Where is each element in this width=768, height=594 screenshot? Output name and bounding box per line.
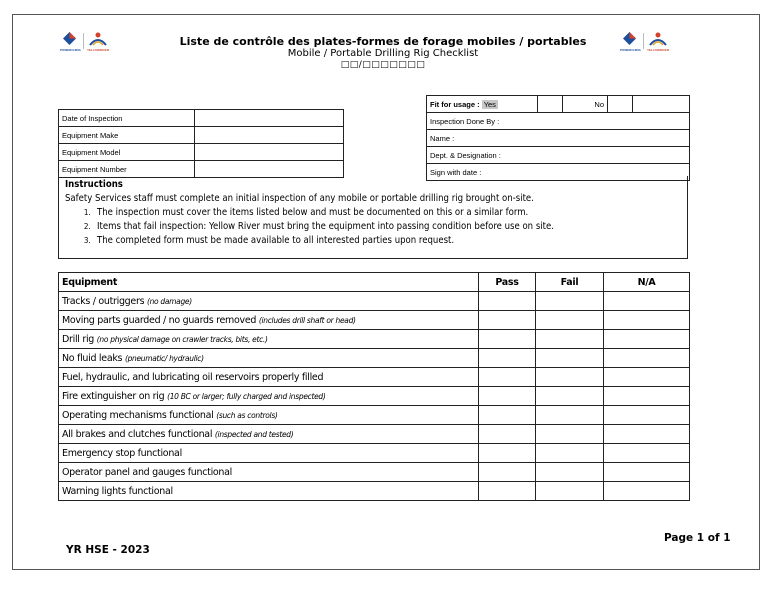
pass-cell[interactable] [479,330,536,349]
table-row [59,406,690,425]
yellowriver-logo-icon [648,32,668,46]
fit-for-usage-row [427,96,690,113]
na-cell[interactable] [604,482,690,501]
info-row [59,144,344,161]
na-cell[interactable] [604,387,690,406]
instructions-box [58,176,688,259]
na-cell[interactable] [604,311,690,330]
signoff-row [427,147,690,164]
blank-cell [633,96,690,113]
pass-cell[interactable] [479,463,536,482]
na-cell[interactable] [604,425,690,444]
table-row [59,482,690,501]
fail-cell[interactable] [536,482,604,501]
dept-designation-field[interactable]: Dept. & Designation : [427,147,690,164]
pass-cell[interactable] [479,387,536,406]
item-label: Operating mechanisms functional [62,409,214,421]
equipment-checklist-table [58,272,690,501]
equipment-info-table [58,109,344,178]
table-row [59,368,690,387]
table-row [59,444,690,463]
pass-cell[interactable] [479,444,536,463]
no-checkbox[interactable] [608,96,633,113]
instructions-intro: Safety Services staff must complete an initial inspection of any mobile or portable drilling rig brought on-site. [65,193,534,204]
item-label: Operator panel and gauges functional [62,466,232,478]
item-label: Emergency stop functional [62,447,182,459]
fit-for-usage-label: Fit for usage : [430,99,480,109]
instruction-item: 2. Items that fail inspection: Yellow River must bring the equipment into passing condition before use on site. [93,220,681,234]
na-cell[interactable] [604,368,690,387]
pass-cell[interactable] [479,311,536,330]
page-number: Page 1 of 1 [664,532,731,544]
inspection-done-by-field[interactable]: Inspection Done By : [427,113,690,130]
instruction-item: 1. The inspection must cover the items listed below and must be documented on this or a similar form. [93,206,681,220]
na-cell[interactable] [604,463,690,482]
inspection-signoff-table [426,95,690,181]
name-field[interactable]: Name : [427,130,690,147]
company-logo-left [60,32,116,54]
na-cell[interactable] [604,444,690,463]
item-label: Tracks / outriggers [62,295,145,307]
table-row [59,330,690,349]
powerchina-logo-icon [623,32,636,45]
item-note: (inspected and tested) [214,429,294,439]
na-cell[interactable] [604,349,690,368]
fit-for-usage-cell [427,96,538,113]
info-label: Equipment Make [59,127,195,144]
instructions-heading: Instructions [65,179,123,190]
item-label: Fuel, hydraulic, and lubricating oil reservoirs properly filled [62,371,324,383]
table-row [59,425,690,444]
item-note: (pneumatic/ hydraulic) [124,353,204,363]
pass-cell[interactable] [479,349,536,368]
equipment-item [59,482,479,501]
brand-name-2: YELLOWRIVER [87,48,110,52]
table-row [59,311,690,330]
pass-cell[interactable] [479,482,536,501]
yes-checkbox[interactable] [538,96,563,113]
fail-cell[interactable] [536,311,604,330]
equipment-item [59,292,479,311]
item-label: Drill rig [62,333,95,345]
na-cell[interactable] [604,330,690,349]
item-label: Moving parts guarded / no guards removed [62,314,257,326]
header-equipment: Equipment [59,273,479,292]
no-label: No [563,96,608,113]
instruction-item: 3. The completed form must be made available to all interested parties upon request. [93,234,681,248]
sign-with-date-field[interactable]: Sign with date : [427,164,690,181]
info-row [59,161,344,178]
yes-label: Yes [483,99,496,109]
info-value-field[interactable] [195,127,344,144]
fail-cell[interactable] [536,463,604,482]
table-row [59,463,690,482]
info-row [59,127,344,144]
item-note: (such as controls) [216,410,278,420]
instructions-list [65,206,681,248]
title-chinese: □□/□□□□□□□ [340,60,426,70]
pass-cell[interactable] [479,292,536,311]
info-label: Equipment Model [59,144,195,161]
na-cell[interactable] [604,292,690,311]
fail-cell[interactable] [536,292,604,311]
info-value-field[interactable] [195,110,344,127]
table-row [59,387,690,406]
info-label: Date of Inspection [59,110,195,127]
item-note: (10 BC or larger; fully charged and inspected) [167,391,326,401]
table-row [59,292,690,311]
fail-cell[interactable] [536,330,604,349]
item-label: Fire extinguisher on rig [62,390,165,402]
info-row [59,110,344,127]
footer-doc-code: YR HSE - 2023 [66,544,150,556]
equipment-item [59,368,479,387]
pass-cell[interactable] [479,406,536,425]
info-value-field[interactable] [195,161,344,178]
header-na: N/A [604,273,690,292]
header-fail: Fail [536,273,604,292]
equipment-item [59,311,479,330]
item-note: (no damage) [146,296,192,306]
brand-name-1: POWERCHINA [620,48,641,52]
item-label: No fluid leaks [62,352,123,364]
pass-cell[interactable] [479,425,536,444]
equipment-item [59,425,479,444]
equipment-item [59,330,479,349]
signoff-row [427,113,690,130]
company-logo-right [620,32,676,54]
item-label: All brakes and clutches functional [62,428,213,440]
fail-cell[interactable] [536,387,604,406]
brand-name-1: POWERCHINA [60,48,81,52]
fail-cell[interactable] [536,444,604,463]
fail-cell[interactable] [536,406,604,425]
item-note: (no physical damage on crawler tracks, bits, etc.) [96,334,268,344]
title-french: Liste de contrôle des plates-formes de forage mobiles / portables [179,35,587,48]
equipment-item [59,444,479,463]
yellowriver-logo-icon [88,32,108,46]
brand-name-2: YELLOWRIVER [647,48,670,52]
header-pass: Pass [479,273,536,292]
fail-cell[interactable] [536,349,604,368]
fail-cell[interactable] [536,425,604,444]
table-header-row [59,273,690,292]
document-title [160,35,606,71]
info-label: Equipment Number [59,161,195,178]
item-label: Warning lights functional [62,485,173,497]
na-cell[interactable] [604,406,690,425]
equipment-item [59,349,479,368]
fail-cell[interactable] [536,368,604,387]
powerchina-logo-icon [63,32,76,45]
equipment-item [59,406,479,425]
item-note: (includes drill shaft or head) [258,315,356,325]
equipment-item [59,387,479,406]
table-row [59,349,690,368]
signoff-row [427,130,690,147]
pass-cell[interactable] [479,368,536,387]
equipment-item [59,463,479,482]
title-english: Mobile / Portable Drilling Rig Checklist [287,48,479,59]
info-value-field[interactable] [195,144,344,161]
